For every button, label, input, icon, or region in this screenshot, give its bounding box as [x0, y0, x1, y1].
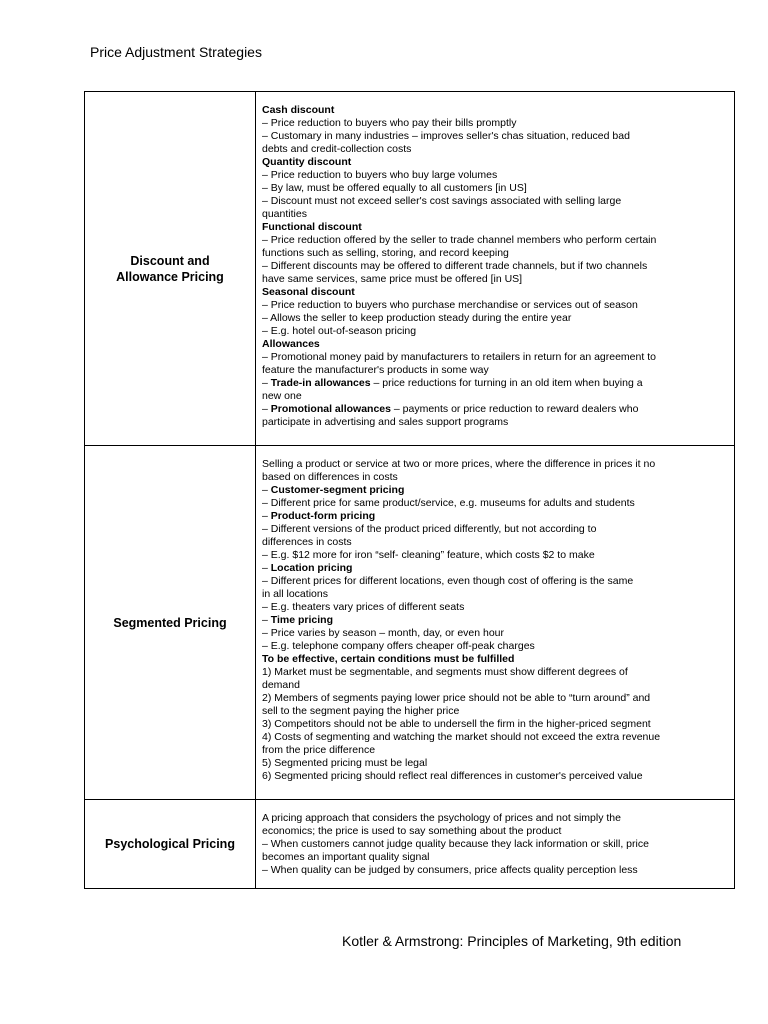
description-line: – Price reduction to buyers who purchase merchandise or services out of season: [262, 299, 638, 311]
line-rest: – price reductions for turning in an old item when buying a: [370, 377, 643, 389]
description-cell: [256, 92, 735, 446]
description-line: – When customers cannot judge quality because they lack information or skill, price: [262, 838, 649, 850]
description-line: feature the manufacturer's products in some way: [262, 364, 489, 376]
description-line: becomes an important quality signal: [262, 851, 430, 863]
description-line: – When quality can be judged by consumers, price affects quality perception less: [262, 864, 638, 876]
section-heading: Cash discount: [262, 104, 335, 116]
citation-footer: Kotler & Armstrong: Principles of Marketing, 9th edition: [342, 933, 682, 949]
description-line: – Different discounts may be offered to different trade channels, but if two channels: [262, 260, 648, 272]
bold-term: Customer-segment pricing: [270, 484, 405, 496]
description-line: 6) Segmented pricing should reflect real differences in customer's perceived value: [262, 770, 643, 782]
line-rest: – payments or price reduction to reward dealers who: [390, 403, 639, 415]
description-line: sell to the segment paying the higher price: [262, 705, 460, 717]
description-line: Selling a product or service at two or more prices, where the difference in prices it no: [262, 458, 656, 470]
description-line: from the price difference: [262, 744, 376, 756]
line-prefix: –: [262, 377, 271, 389]
description-line: quantities: [262, 208, 307, 220]
description-line: – Price varies by season – month, day, or even hour: [262, 627, 505, 639]
description-line: [262, 510, 726, 523]
description-line: – Price reduction to buyers who pay their bills promptly: [262, 117, 517, 129]
description-line: – Price reduction to buyers who buy large volumes: [262, 169, 498, 181]
description-line: – E.g. theaters vary prices of different seats: [262, 601, 465, 613]
page-title: Price Adjustment Strategies: [90, 44, 262, 60]
description-line: functions such as selling, storing, and record keeping: [262, 247, 509, 259]
description-line: – Different price for same product/service, e.g. museums for adults and students: [262, 497, 635, 509]
description-line: 4) Costs of segmenting and watching the market should not exceed the extra revenue: [262, 731, 661, 743]
bold-term: Time pricing: [270, 614, 334, 626]
category-label-line: Segmented Pricing: [113, 615, 227, 630]
description-line: in all locations: [262, 588, 328, 600]
description-line: participate in advertising and sales support programs: [262, 416, 509, 428]
table-row: [85, 446, 735, 800]
line-prefix: –: [262, 484, 271, 496]
description-line: – E.g. telephone company offers cheaper off-peak charges: [262, 640, 535, 652]
description-line: differences in costs: [262, 536, 352, 548]
category-cell: [85, 92, 256, 446]
description-line: – E.g. $12 more for iron “self- cleaning” feature, which costs $2 to make: [262, 549, 595, 561]
section-heading: Allowances: [262, 338, 320, 350]
description-line: – Allows the seller to keep production steady during the entire year: [262, 312, 572, 324]
description-cell: [256, 446, 735, 800]
description-line: new one: [262, 390, 302, 402]
description-line: 1) Market must be segmentable, and segments must show different degrees of: [262, 666, 628, 678]
description-line: – Different versions of the product priced differently, but not according to: [262, 523, 597, 535]
bold-term: Promotional allowances: [270, 403, 391, 415]
description-line: 5) Segmented pricing must be legal: [262, 757, 428, 769]
description-line: [262, 377, 726, 390]
line-prefix: –: [262, 403, 271, 415]
bold-term: Trade-in allowances: [270, 377, 371, 389]
line-prefix: –: [262, 562, 271, 574]
description-line: demand: [262, 679, 300, 691]
category-label-line: Psychological Pricing: [105, 837, 235, 851]
description-line: – By law, must be offered equally to all customers [in US]: [262, 182, 527, 194]
strategy-table: [84, 91, 735, 889]
description-line: [262, 562, 726, 575]
description-line: – Different prices for different locations, even though cost of offering is the same: [262, 575, 634, 587]
description-line: economics; the price is used to say something about the product: [262, 825, 562, 837]
category-cell: [85, 800, 256, 889]
line-prefix: –: [262, 614, 271, 626]
category-cell: [85, 446, 256, 800]
description-line: [262, 614, 726, 627]
description-line: – Promotional money paid by manufacturers to retailers in return for an agreement to: [262, 351, 656, 363]
section-heading: Quantity discount: [262, 156, 352, 168]
category-label-line: Discount and: [130, 253, 210, 268]
description-line: [262, 403, 726, 416]
section-heading: Functional discount: [262, 221, 362, 233]
description-line: [262, 484, 726, 497]
description-line: – E.g. hotel out-of-season pricing: [262, 325, 417, 337]
bold-term: Product-form pricing: [270, 510, 376, 522]
table-row: [85, 92, 735, 446]
section-heading: Seasonal discount: [262, 286, 355, 298]
description-line: have same services, same price must be offered [in US]: [262, 273, 523, 285]
section-heading: To be effective, certain conditions must be fulfilled: [262, 653, 515, 665]
description-line: – Price reduction offered by the seller to trade channel members who perform certain: [262, 234, 657, 246]
description-line: debts and credit-collection costs: [262, 143, 412, 155]
description-line: 3) Competitors should not be able to undersell the firm in the higher-priced segment: [262, 718, 651, 730]
description-line: – Customary in many industries – improves seller's chas situation, reduced bad: [262, 130, 630, 142]
description-line: 2) Members of segments paying lower price should not be able to “turn around” and: [262, 692, 651, 704]
table-row: [85, 800, 735, 889]
bold-term: Location pricing: [270, 562, 353, 574]
description-cell: [256, 800, 735, 889]
line-prefix: –: [262, 510, 271, 522]
description-line: A pricing approach that considers the psychology of prices and not simply the: [262, 812, 621, 824]
description-line: based on differences in costs: [262, 471, 398, 483]
category-label-line: Allowance Pricing: [116, 269, 224, 284]
description-line: – Discount must not exceed seller's cost savings associated with selling large: [262, 195, 622, 207]
